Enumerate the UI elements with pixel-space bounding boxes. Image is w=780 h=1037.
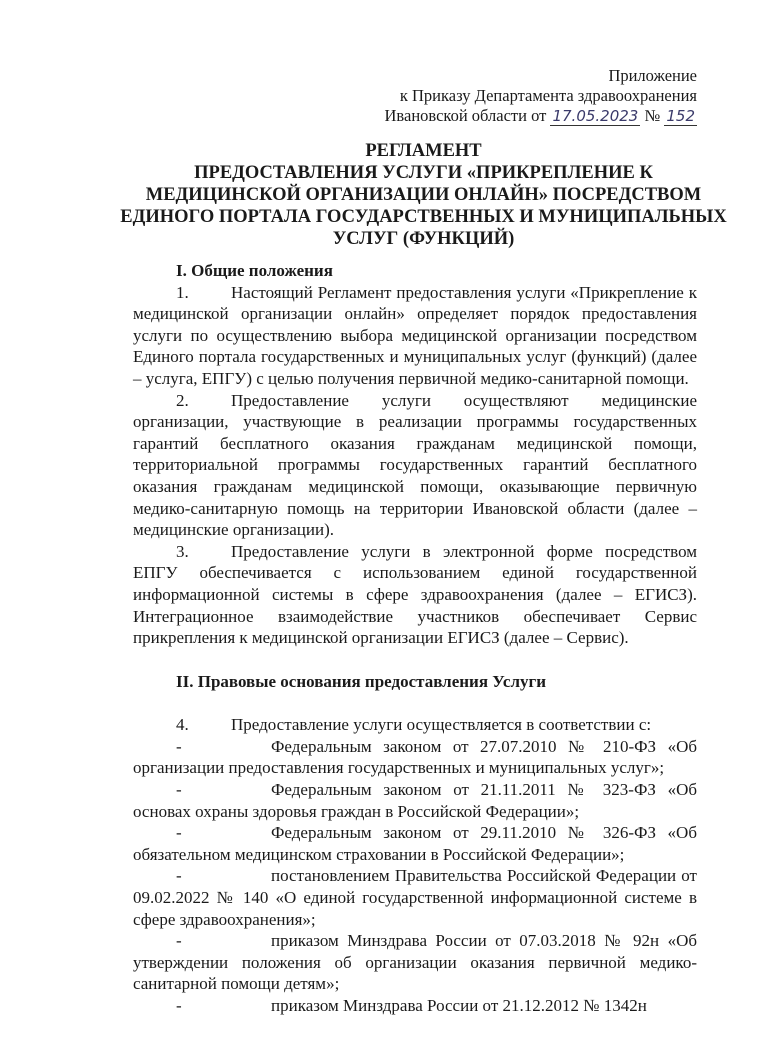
section-2-heading: II. Правовые основания предоставления Услуги: [176, 671, 547, 691]
appendix-label: Приложение: [608, 66, 697, 85]
list-item: [133, 779, 697, 822]
list-item: [133, 865, 697, 930]
region-prefix: Ивановской области от: [384, 106, 547, 125]
paragraph-4: [133, 714, 697, 736]
handwritten-date: 17.05.2023: [552, 107, 639, 125]
list-item-text: приказом Минздрава России от 07.03.2018 № 92н «Об утверждении положения об организации оказания первичной медико-санитарной помощи детям»;: [133, 931, 697, 994]
list-item: [133, 930, 697, 995]
title-line: ПРЕДОСТАВЛЕНИЯ УСЛУГИ «ПРИКРЕПЛЕНИЕ К: [194, 163, 653, 183]
list-item-text: Федеральным законом от 27.07.2010 № 210-ФЗ «Об организации предоставления государственных и муниципальных услуг»;: [133, 736, 697, 778]
item-text: Предоставление услуги осуществляется в соответствии с:: [231, 715, 652, 735]
handwritten-number: 152: [666, 107, 695, 125]
item-number: 3.: [176, 541, 189, 561]
number-sign: №: [644, 106, 661, 125]
item-text: Предоставление услуги в электронной форме посредством ЕПГУ обеспечивается с использованием единой государственной информационной системы в сфере здравоохранения (далее – ЕГИСЗ). Интеграционное взаимодействие участников обеспечивает Сервис прикрепления к медицинской организации ЕГИСЗ (далее – Сервис).: [133, 541, 697, 648]
list-item-text: приказом Минздрава России от 21.12.2012 № 1342н: [271, 996, 647, 1015]
order-reference: к Приказу Департамента здравоохранения: [399, 86, 697, 105]
title-line: МЕДИЦИНСКОЙ ОРГАНИЗАЦИИ ОНЛАЙН» ПОСРЕДСТВОМ: [145, 185, 702, 205]
title-line: ЕДИНОГО ПОРТАЛА ГОСУДАРСТВЕННЫХ И МУНИЦИПАЛЬНЫХ: [120, 207, 727, 227]
paragraph-1: [133, 282, 697, 390]
list-item: [133, 995, 697, 1017]
list-item-text: Федеральным законом от 21.11.2011 № 323-ФЗ «Об основах охраны здоровья граждан в Российской Федерации»;: [133, 780, 697, 821]
list-item: [133, 736, 697, 779]
paragraph-3: [133, 541, 697, 649]
title-line: РЕГЛАМЕНТ: [365, 141, 482, 161]
section-1-heading: I. Общие положения: [176, 261, 333, 280]
dash-bullet: -: [176, 866, 182, 886]
item-number: 1.: [176, 282, 189, 302]
dash-bullet: -: [176, 780, 182, 800]
list-item-text: постановлением Правительства Российской Федерации от 09.02.2022 № 140 «О единой государственной информационной системе в сфере здравоохранения»;: [133, 866, 697, 929]
list-item-text: Федеральным законом от 29.11.2010 № 326-ФЗ «Об обязательном медицинском страховании в Российской Федерации»;: [133, 823, 697, 864]
item-number: 4.: [176, 715, 189, 735]
list-item: [133, 822, 697, 865]
item-text: Настоящий Регламент предоставления услуги «Прикрепление к медицинской организации онлайн» определяет порядок предоставления услуги по осуществлению выбора медицинской организации посредством Единого портала государственных и муниципальных услуг (функций) (далее – услуга, ЕПГУ) с целью получения первичной медико-санитарной помощи.: [133, 282, 697, 388]
title-line: УСЛУГ (ФУНКЦИЙ): [332, 229, 515, 249]
document-title: [120, 140, 727, 250]
dash-bullet: -: [176, 931, 182, 951]
dash-bullet: -: [176, 996, 182, 1015]
appendix-header: [133, 66, 697, 126]
item-text: Предоставление услуги осуществляют медицинские организации, участвующие в реализации программы государственных гарантий бесплатного оказания гражданам медицинской помощи, территориальной программы государственных гарантий бесплатного оказания гражданам медицинской помощи, оказывающие первичную медико-санитарную помощь на территории Ивановской области (далее – медицинские организации).: [133, 390, 697, 540]
item-number: 2.: [176, 390, 189, 410]
paragraph-2: [133, 390, 697, 541]
order-date-line: [133, 106, 697, 126]
document-body: [133, 260, 697, 1017]
dash-bullet: -: [176, 823, 182, 843]
dash-bullet: -: [176, 736, 182, 756]
